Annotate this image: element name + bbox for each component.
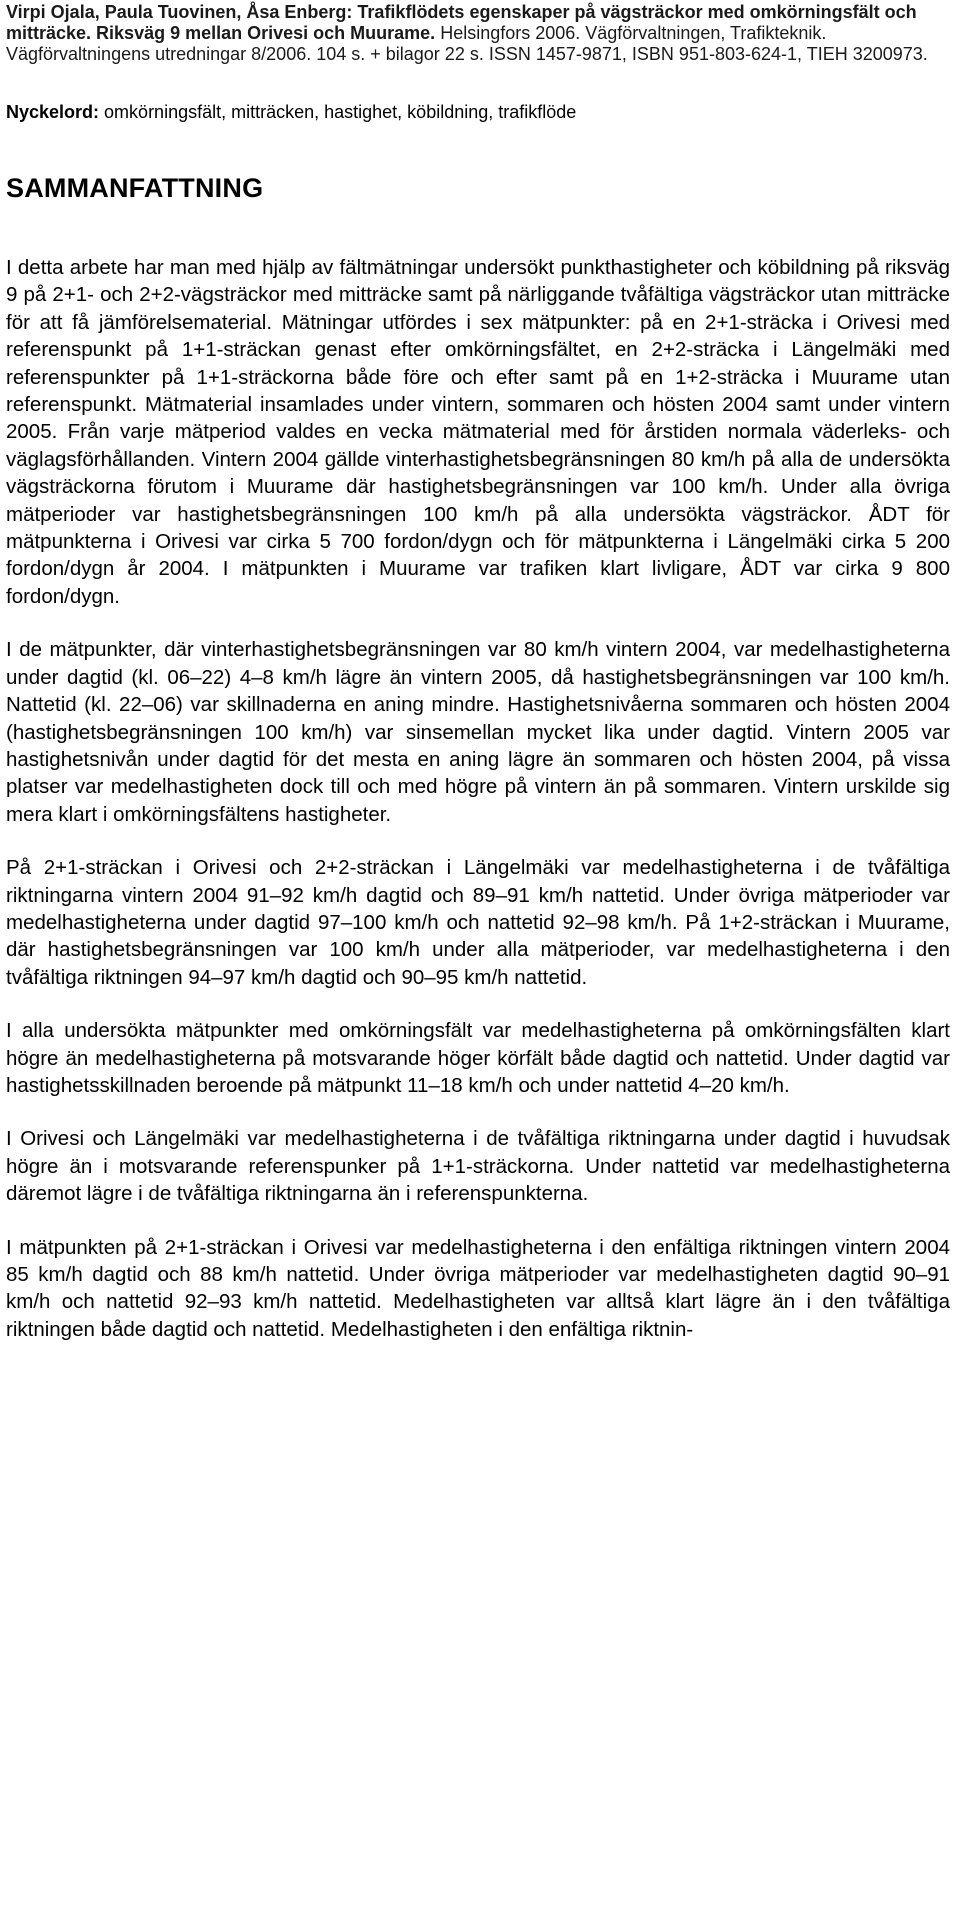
paragraph: I Orivesi och Längelmäki var medelhastigheterna i de tvåfältiga riktningarna under dagtid i huvudsak högre än i motsvarande referenspunker på 1+1-sträckorna. Under nattetid var medelhastigheterna däremot lägre i de tvåfältiga riktningarna än i referenspunkterna. (6, 1127, 950, 1206)
citation-block (6, 0, 950, 65)
summary-body (6, 254, 950, 1343)
paragraph: I de mätpunkter, där vinterhastighetsbegränsningen var 80 km/h vintern 2004, var medelhastigheterna under dagtid (kl. 06–22) 4–8 km/h lägre än vintern 2005, då hastighetsbegränsningen var 100 km/h. Nattetid (kl. 22–06) var skillnaderna en aning mindre. Hastighetsnivåerna sommaren och hösten 2004 (hastighetsbegränsningen 100 km/h) var sinsemellan mycket lika under dagtid. Vintern 2005 var hastighetsnivån under dagtid för det mesta en aning lägre än sommaren och hösten 2004, på vissa platser var medelhastigheten dock till och med högre på vintern än på sommaren. Vintern urskilde sig mera klart i omkörningsfältens hastigheter. (6, 638, 950, 826)
citation-publication: Helsingfors 2006. Vägförvaltningen, Trafikteknik. Vägförvaltningens utredningar 8/2006. 104 s. + bilagor 22 s. ISSN 1457-9871, ISBN 951-803-624-1, TIEH 3200973. (6, 23, 928, 64)
paragraph: På 2+1-sträckan i Orivesi och 2+2-sträckan i Längelmäki var medelhastigheterna i de tvåfältiga riktningarna vintern 2004 91–92 km/h dagtid och 89–91 km/h nattetid. Under övriga mätperioder var medelhastigheterna under dagtid 97–100 km/h och nattetid 92–98 km/h. På 1+2-sträckan i Muurame, där hastighetsbegränsningen var 100 km/h under alla mätperioder, var medelhastigheterna i den tvåfältiga riktningen 94–97 km/h dagtid och 90–95 km/h nattetid. (6, 856, 950, 989)
paragraph: I mätpunkten på 2+1-sträckan i Orivesi var medelhastigheterna i den enfältiga riktningen vintern 2004 85 km/h dagtid och 88 km/h nattetid. Under övriga mätperioder var medelhastigheten dagtid 90–91 km/h och nattetid 92–93 km/h nattetid. Medelhastigheten var alltså klart lägre än i den tvåfältiga riktningen både dagtid och nattetid. Medelhastigheten i den enfältiga riktnin- (6, 1235, 950, 1341)
citation-authors-title: Virpi Ojala, Paula Tuovinen, Åsa Enberg: Trafikflödets egenskaper på vägsträckor med omkörningsfält och mitträcke. Riksväg 9 mellan Orivesi och Muurame. (6, 2, 917, 43)
keywords-label: Nyckelord: (6, 102, 100, 122)
section-heading: SAMMANFATTNING (6, 173, 264, 203)
paragraph: I detta arbete har man med hjälp av fältmätningar undersökt punkthastigheter och köbildning på riksväg 9 på 2+1- och 2+2-vägsträckor med mitträcke samt på närliggande tvåfältiga vägsträckor utan mitträcke för att få jämförelsematerial. Mätningar utfördes i sex mätpunkter: på en 2+1-sträcka i Orivesi med referenspunkt på 1+1-sträckan genast efter omkörningsfältet, en 2+2-sträcka i Längelmäki med referenspunkter på 1+1-sträckorna både före och efter samt på en 1+2-sträcka i Muurame utan referenspunkt. Mätmaterial insamlades under vintern, sommaren och hösten 2004 samt under vintern 2005. Från varje mätperiod valdes en vecka mätmaterial med för årstiden normala väderleks- och väglagsförhållanden. Vintern 2004 gällde vinterhastighetsbegränsningen 80 km/h på alla de undersökta vägsträckorna förutom i Muurame där hastighetsbegränsningen var 100 km/h. Under alla övriga mätperioder var hastighetsbegränsningen 100 km/h på alla undersökta vägsträckor. ÅDT för mätpunkterna i Orivesi var cirka 5 700 fordon/dygn och för mätpunkterna i Längelmäki cirka 5 200 fordon/dygn år 2004. I mätpunkten i Muurame var trafiken klart livligare, ÅDT var cirka 9 800 fordon/dygn. (6, 256, 950, 608)
paragraph: I alla undersökta mätpunkter med omkörningsfält var medelhastigheterna på omkörningsfälten klart högre än medelhastigheterna på motsvarande höger körfält både dagtid och nattetid. Under dagtid var hastighetsskillnaden beroende på mätpunkt 11–18 km/h och under nattetid 4–20 km/h. (6, 1019, 950, 1097)
keywords-line (6, 101, 950, 123)
keywords-value: omkörningsfält, mitträcken, hastighet, köbildning, trafikflöde (99, 102, 577, 122)
